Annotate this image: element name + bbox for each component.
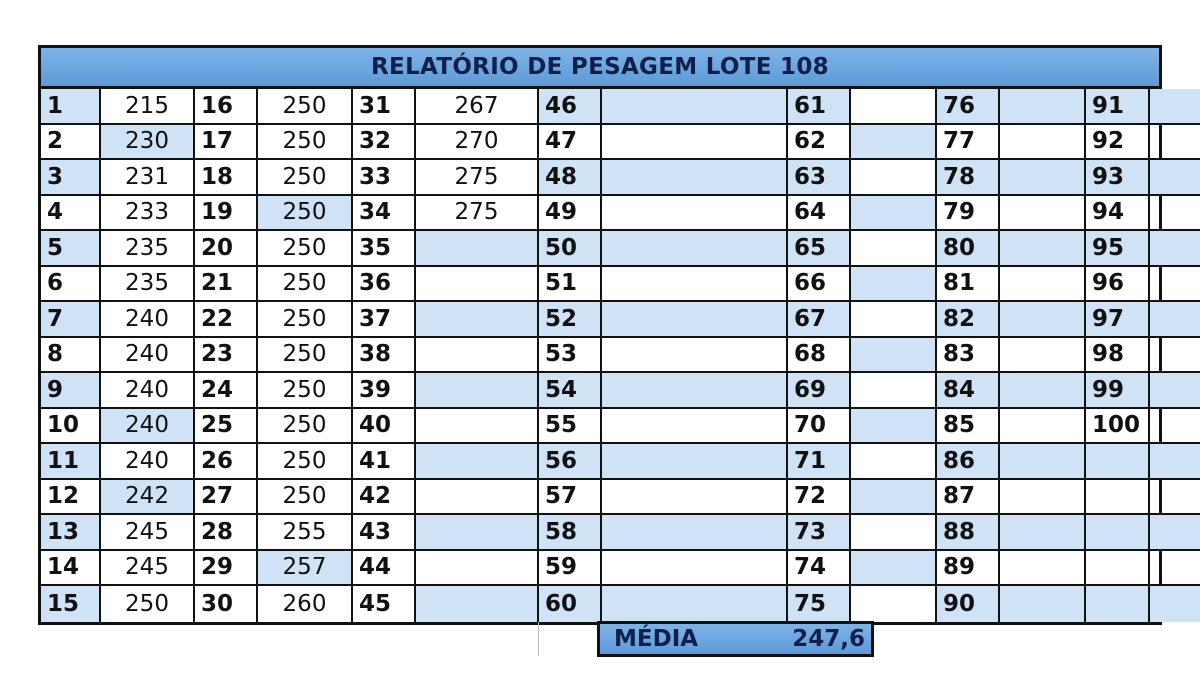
average-label: MÉDIA (614, 626, 699, 652)
average-box (597, 621, 874, 657)
weight-value-cell (416, 409, 539, 445)
animal-number-cell: 48 (539, 160, 602, 196)
animal-number-cell: 70 (788, 409, 851, 445)
report-title: RELATÓRIO DE PESAGEM LOTE 108 (41, 48, 1159, 89)
weight-value-cell (851, 551, 937, 587)
weight-value-cell (1150, 160, 1200, 196)
animal-number-cell: 97 (1086, 302, 1150, 338)
weight-value-cell (1000, 196, 1086, 232)
animal-number-cell: 75 (788, 586, 851, 622)
weight-value-cell: 250 (258, 160, 353, 196)
weight-value-cell (851, 89, 937, 125)
animal-number-cell: 85 (937, 409, 1000, 445)
weight-value-cell (1000, 444, 1086, 480)
animal-number-cell: 35 (353, 231, 416, 267)
weight-value-cell (416, 302, 539, 338)
weight-value-cell (851, 196, 937, 232)
weight-value-cell (602, 373, 788, 409)
weight-value-cell (851, 125, 937, 161)
weight-value-cell: 267 (416, 89, 539, 125)
animal-number-cell: 29 (195, 551, 258, 587)
animal-number-cell: 26 (195, 444, 258, 480)
animal-number-cell: 28 (195, 515, 258, 551)
weight-value-cell (1000, 586, 1086, 622)
weight-value-cell (602, 338, 788, 374)
animal-number-cell: 78 (937, 160, 1000, 196)
weight-value-cell: 250 (258, 373, 353, 409)
weight-value-cell (416, 551, 539, 587)
animal-number-cell: 92 (1086, 125, 1150, 161)
animal-number-cell: 100 (1086, 409, 1150, 445)
weight-value-cell (1000, 551, 1086, 587)
weight-value-cell (1000, 409, 1086, 445)
animal-number-cell: 8 (41, 338, 101, 374)
animal-number-cell: 34 (353, 196, 416, 232)
animal-number-cell: 86 (937, 444, 1000, 480)
weight-value-cell (1000, 160, 1086, 196)
weight-value-cell (1000, 89, 1086, 125)
animal-number-cell: 22 (195, 302, 258, 338)
weight-value-cell (602, 231, 788, 267)
animal-number-cell: 90 (937, 586, 1000, 622)
animal-number-cell: 6 (41, 267, 101, 303)
weight-value-cell (602, 551, 788, 587)
animal-number-cell: 72 (788, 480, 851, 516)
animal-number-cell: 41 (353, 444, 416, 480)
weight-value-cell (851, 586, 937, 622)
animal-number-cell: 83 (937, 338, 1000, 374)
animal-number-cell: 56 (539, 444, 602, 480)
weight-value-cell: 250 (258, 480, 353, 516)
animal-number-cell: 58 (539, 515, 602, 551)
weight-value-cell: 245 (101, 515, 195, 551)
weight-value-cell (851, 409, 937, 445)
animal-number-cell (1086, 586, 1150, 622)
weight-value-cell: 250 (101, 586, 195, 622)
weight-value-cell (1150, 338, 1200, 374)
weight-value-cell (1000, 515, 1086, 551)
weight-value-cell (416, 338, 539, 374)
animal-number-cell: 13 (41, 515, 101, 551)
animal-number-cell: 38 (353, 338, 416, 374)
weight-value-cell: 233 (101, 196, 195, 232)
animal-number-cell: 9 (41, 373, 101, 409)
animal-number-cell: 42 (353, 480, 416, 516)
cell-divider (538, 622, 539, 656)
animal-number-cell: 14 (41, 551, 101, 587)
animal-number-cell: 1 (41, 89, 101, 125)
animal-number-cell: 43 (353, 515, 416, 551)
animal-number-cell: 37 (353, 302, 416, 338)
weight-value-cell (602, 586, 788, 622)
animal-number-cell: 67 (788, 302, 851, 338)
weight-value-cell: 240 (101, 409, 195, 445)
animal-number-cell: 99 (1086, 373, 1150, 409)
animal-number-cell: 82 (937, 302, 1000, 338)
animal-number-cell (1086, 551, 1150, 587)
weight-value-cell: 240 (101, 373, 195, 409)
weight-value-cell (1150, 231, 1200, 267)
weighing-report-table (38, 45, 1162, 625)
weight-value-cell (851, 267, 937, 303)
animal-number-cell: 94 (1086, 196, 1150, 232)
animal-number-cell: 88 (937, 515, 1000, 551)
animal-number-cell: 61 (788, 89, 851, 125)
weight-value-cell (416, 444, 539, 480)
animal-number-cell: 64 (788, 196, 851, 232)
weight-value-cell (851, 480, 937, 516)
weight-value-cell: 250 (258, 338, 353, 374)
animal-number-cell: 10 (41, 409, 101, 445)
weight-value-cell: 240 (101, 444, 195, 480)
animal-number-cell: 98 (1086, 338, 1150, 374)
weight-value-cell: 245 (101, 551, 195, 587)
weight-value-cell (1000, 125, 1086, 161)
weight-value-cell: 250 (258, 267, 353, 303)
weight-value-cell (851, 302, 937, 338)
animal-number-cell: 49 (539, 196, 602, 232)
weight-value-cell (416, 515, 539, 551)
weight-value-cell (602, 267, 788, 303)
weight-value-cell: 257 (258, 551, 353, 587)
weight-value-cell (1000, 267, 1086, 303)
animal-number-cell: 53 (539, 338, 602, 374)
weight-value-cell (851, 515, 937, 551)
weight-value-cell (851, 231, 937, 267)
animal-number-cell: 62 (788, 125, 851, 161)
weight-value-cell: 240 (101, 302, 195, 338)
animal-number-cell: 51 (539, 267, 602, 303)
animal-number-cell: 45 (353, 586, 416, 622)
weight-value-cell (1000, 231, 1086, 267)
animal-number-cell (1086, 480, 1150, 516)
weight-value-cell (416, 480, 539, 516)
weight-value-cell: 250 (258, 444, 353, 480)
weight-value-cell (1150, 196, 1200, 232)
weight-value-cell: 250 (258, 231, 353, 267)
animal-number-cell: 73 (788, 515, 851, 551)
animal-number-cell: 74 (788, 551, 851, 587)
animal-number-cell: 31 (353, 89, 416, 125)
animal-number-cell: 46 (539, 89, 602, 125)
animal-number-cell: 24 (195, 373, 258, 409)
animal-number-cell: 11 (41, 444, 101, 480)
weight-value-cell (1150, 409, 1200, 445)
animal-number-cell: 71 (788, 444, 851, 480)
animal-number-cell: 32 (353, 125, 416, 161)
weight-value-cell (851, 444, 937, 480)
animal-number-cell: 5 (41, 231, 101, 267)
animal-number-cell: 17 (195, 125, 258, 161)
animal-number-cell: 47 (539, 125, 602, 161)
weight-value-cell (1150, 373, 1200, 409)
weight-value-cell (851, 373, 937, 409)
weight-value-cell (416, 267, 539, 303)
animal-number-cell: 19 (195, 196, 258, 232)
animal-number-cell: 36 (353, 267, 416, 303)
weight-value-cell: 235 (101, 231, 195, 267)
weight-value-cell (1000, 302, 1086, 338)
weight-value-cell (1000, 480, 1086, 516)
weight-value-cell (602, 89, 788, 125)
weight-value-cell: 240 (101, 338, 195, 374)
animal-number-cell: 54 (539, 373, 602, 409)
weight-value-cell: 250 (258, 196, 353, 232)
weight-value-cell: 275 (416, 196, 539, 232)
animal-number-cell: 84 (937, 373, 1000, 409)
animal-number-cell: 89 (937, 551, 1000, 587)
weight-value-cell: 215 (101, 89, 195, 125)
weight-value-cell (602, 480, 788, 516)
animal-number-cell: 33 (353, 160, 416, 196)
weight-value-cell: 255 (258, 515, 353, 551)
animal-number-cell: 60 (539, 586, 602, 622)
animal-number-cell: 81 (937, 267, 1000, 303)
weight-value-cell: 230 (101, 125, 195, 161)
animal-number-cell: 77 (937, 125, 1000, 161)
weight-value-cell (602, 515, 788, 551)
weight-value-cell (1150, 480, 1200, 516)
animal-number-cell: 59 (539, 551, 602, 587)
animal-number-cell: 57 (539, 480, 602, 516)
animal-number-cell: 25 (195, 409, 258, 445)
animal-number-cell: 4 (41, 196, 101, 232)
weight-value-cell: 235 (101, 267, 195, 303)
weight-value-cell (851, 338, 937, 374)
animal-number-cell: 87 (937, 480, 1000, 516)
animal-number-cell: 50 (539, 231, 602, 267)
weights-grid (41, 89, 1159, 622)
weight-value-cell: 260 (258, 586, 353, 622)
animal-number-cell: 44 (353, 551, 416, 587)
animal-number-cell: 96 (1086, 267, 1150, 303)
weight-value-cell: 250 (258, 89, 353, 125)
animal-number-cell: 2 (41, 125, 101, 161)
weight-value-cell (602, 409, 788, 445)
animal-number-cell: 55 (539, 409, 602, 445)
weight-value-cell (1150, 267, 1200, 303)
animal-number-cell: 23 (195, 338, 258, 374)
animal-number-cell: 18 (195, 160, 258, 196)
animal-number-cell: 21 (195, 267, 258, 303)
weight-value-cell (1150, 515, 1200, 551)
animal-number-cell: 95 (1086, 231, 1150, 267)
weight-value-cell (602, 444, 788, 480)
weight-value-cell (1150, 89, 1200, 125)
animal-number-cell (1086, 444, 1150, 480)
weight-value-cell: 250 (258, 125, 353, 161)
weight-value-cell (602, 302, 788, 338)
weight-value-cell (1150, 586, 1200, 622)
average-value: 247,6 (792, 626, 865, 652)
weight-value-cell (1000, 338, 1086, 374)
animal-number-cell: 12 (41, 480, 101, 516)
animal-number-cell: 30 (195, 586, 258, 622)
animal-number-cell: 76 (937, 89, 1000, 125)
animal-number-cell: 39 (353, 373, 416, 409)
weight-value-cell (1000, 373, 1086, 409)
weight-value-cell (416, 586, 539, 622)
animal-number-cell: 20 (195, 231, 258, 267)
animal-number-cell (1086, 515, 1150, 551)
animal-number-cell: 69 (788, 373, 851, 409)
animal-number-cell: 66 (788, 267, 851, 303)
animal-number-cell: 27 (195, 480, 258, 516)
animal-number-cell: 7 (41, 302, 101, 338)
weight-value-cell (416, 373, 539, 409)
weight-value-cell: 250 (258, 409, 353, 445)
weight-value-cell (602, 125, 788, 161)
animal-number-cell: 68 (788, 338, 851, 374)
weight-value-cell: 250 (258, 302, 353, 338)
weight-value-cell (602, 196, 788, 232)
weight-value-cell (602, 160, 788, 196)
weight-value-cell (1150, 302, 1200, 338)
weight-value-cell (416, 231, 539, 267)
animal-number-cell: 40 (353, 409, 416, 445)
animal-number-cell: 15 (41, 586, 101, 622)
weight-value-cell: 231 (101, 160, 195, 196)
weight-value-cell (851, 160, 937, 196)
weight-value-cell: 275 (416, 160, 539, 196)
weight-value-cell (1150, 551, 1200, 587)
animal-number-cell: 3 (41, 160, 101, 196)
weight-value-cell (1150, 125, 1200, 161)
animal-number-cell: 16 (195, 89, 258, 125)
animal-number-cell: 65 (788, 231, 851, 267)
animal-number-cell: 63 (788, 160, 851, 196)
animal-number-cell: 93 (1086, 160, 1150, 196)
weight-value-cell: 270 (416, 125, 539, 161)
animal-number-cell: 91 (1086, 89, 1150, 125)
weight-value-cell: 242 (101, 480, 195, 516)
animal-number-cell: 79 (937, 196, 1000, 232)
animal-number-cell: 52 (539, 302, 602, 338)
weight-value-cell (1150, 444, 1200, 480)
animal-number-cell: 80 (937, 231, 1000, 267)
